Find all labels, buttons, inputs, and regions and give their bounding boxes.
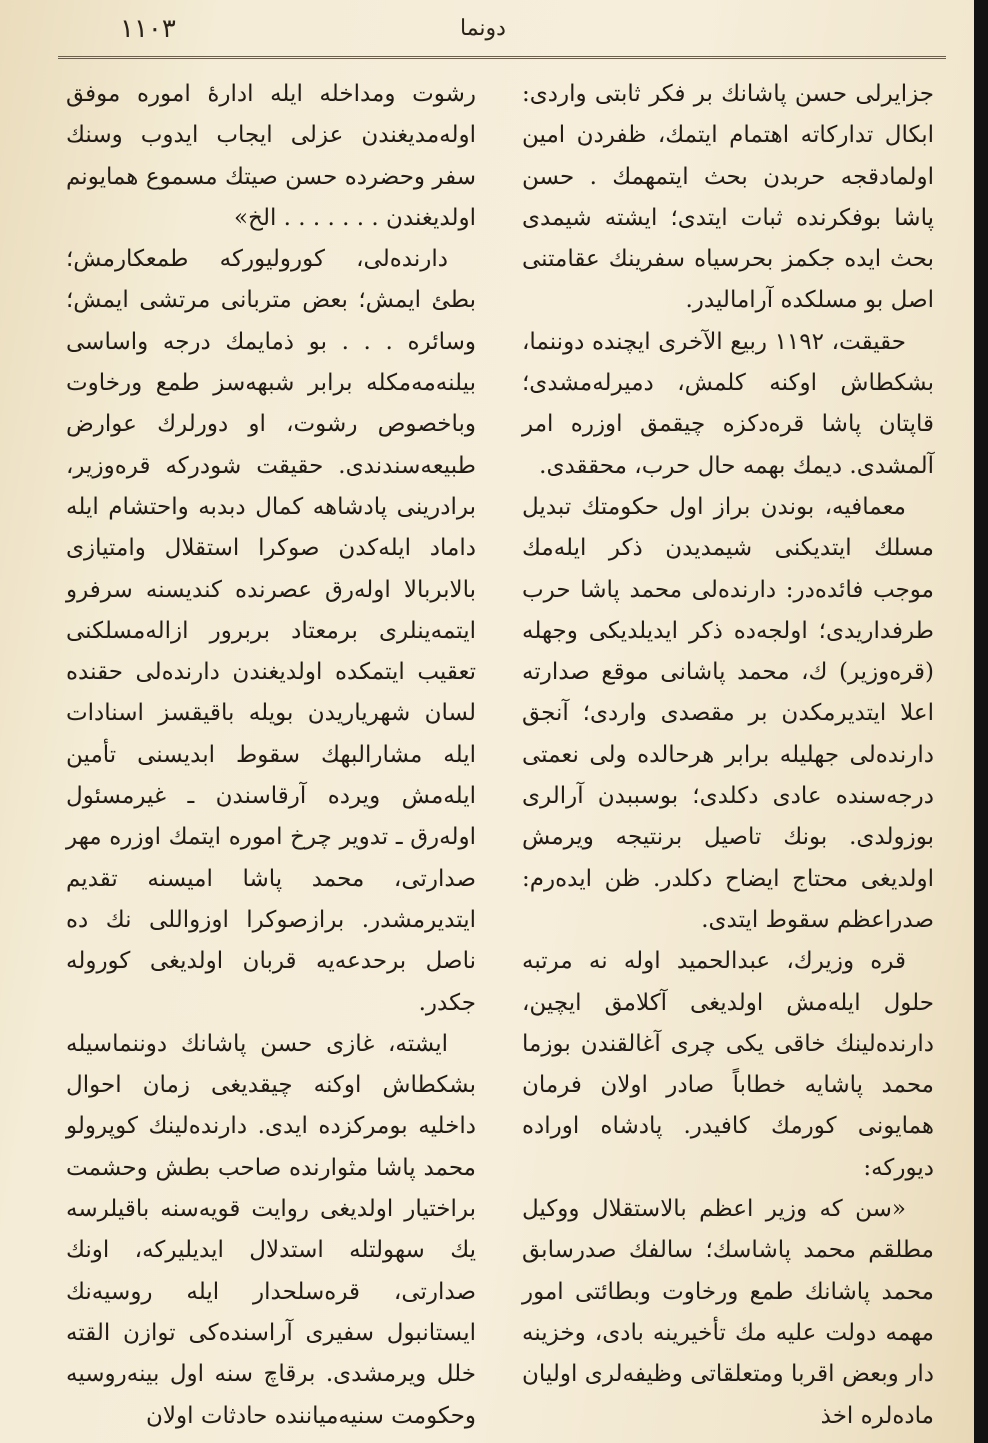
paragraph: «سن كه وزير اعظم بالاستقلال ووكيل مطلقم محمد پاشاسك؛ سالفك صدرسابق محمد پاشانك طمع ورخاوت وبطائتى امور مهمه دولت عليه مك تأخيرينه بادى، وخزينه دار وبعض اقربا ومتعلقاتى وظيفەلرى اوليان مادەلره اخذ [522, 1196, 934, 1429]
paragraph: حقيقت، ١١٩٢ ربيع الآخرى ايچنده دوننما، بشكطاش اوكنه كلمش، دميرلەمشدى؛ قاپتان پاشا قرەدكزه چيقمق اوزره امر آلمشدى. ديمك بهمه حال حرب، محققدى. [522, 328, 934, 479]
paragraph: دارندەلى، كوروليوركه طمعكارمش؛ بطئ ايمش؛ بعض متربانى مرتشى ايمش؛ وسائره . . . بو ذمايمك درجه واساسى بيلنەمەمكله برابر شبهەسز طمع ورخاوت وباخصوص رشوت، او دورلرك عوارض طبيعەسندندى. حقيقت شودركه قرەوزير، برادرينى پادشاهه كمال دبدبه واحتشام ايله داماد ايلەكدن صوكرا استقلال وامتيازى بالابربالا اولەرق عصرنده كنديسنه سرفرو ايتمەينلرى برمعتاد بربرور ازالەمسلكنى تعقيب ايتمكده اولديغندن دارندەلى حقنده لسان شهرياريدن بويله باقيقسز اسنادات ايله مشارالبهك سقوط ابديسنى تأمين ايلەمش ويرده آرقاسندن ـ غيرمسئول اولەرق ـ تدوير چرخ اموره ايتمك اوزره مهر صدارتى، محمد پاشا اميسنه تقديم ايتديرمشدر. برازصوكرا اوزواللى نك ده ناصل برحدعەيه قربان اولديغى كوروله جكدر. [66, 246, 476, 1016]
right-text-column [522, 74, 934, 1437]
scan-border [974, 0, 988, 1443]
page-number: ١١٠٣ [120, 14, 176, 44]
paragraph: معمافيه، بوندن براز اول حكومتك تبديل مسلك ايتديكنى شيمديدن ذكر ايلەمك موجب فائدەدر: دارندەلى محمد پاشا حرب طرفداريدى؛ اولجەده ذكر ايديلديكى وجهله (قرەوزير) ك، محمد پاشانى موقع صدارته اعلا ايتديرمكدن بر مقصدى واردى؛ آنجق دارندەلى جهليله برابر هرحالده ولى نعمتى درجەسنده عادى دكلدى؛ بوسببدن آرالرى بوزولدى. بونك تاصيل برنتيجه ويرمش اولديغى محتاج ايضاح دكلدر. ظن ايدەرم: صدراعظم سقوط ايتدى. [522, 493, 934, 933]
paragraph: جزايرلى حسن پاشانك بر فكر ثابتى واردى: ابكال تدارکاته اهتمام ايتمك، ظفردن امين اولمادقجه حربدن بحث ايتمهمك . حسن پاشا بوفكرنده ثبات ايتدى؛ ايشته شيمدى بحث ايده جكمز بحرسياه سفرينك عقامتنى اصل بو مسلكده آراماليدر. [522, 81, 934, 314]
paragraph: قره وزيرك، عبدالحميد اوله نه مرتبه حلول ايلەمش اولديغى آكلامق ايچين، دارندەلينك خاقى يكى چرى آغالقندن بوزما محمد پاشايه خطاباً صادر اولان فرمان همايونى كورمك كافيدر. پادشاه اوراده ديوركه: [522, 948, 934, 1181]
running-head: دونما [460, 16, 506, 41]
header-divider [58, 50, 946, 59]
left-text-column [66, 74, 476, 1437]
paragraph: ايشته، غازى حسن پاشانك دوننماسيله بشكطاش اوكنه چيقديغى زمان احوال داخليه بومركزده ايدى. دارندەلينك كوپرولو محمد پاشا مثوارنده صاحب بطش وحشمت براختيار اولديغى روايت قويەسنه باقيلرسه يك سهولتله استدلال ايديليركه، اونك صدارتى، قرەسلحدار ايله روسيەنك ايستانبول سفيرى آراسندەكى توازن القته خلل ويرمشدى. برقاچ سنه اول بينەروسيه وحكومت سنيەمياننده حادثات اولان [66, 1030, 476, 1429]
page-header [40, 14, 940, 44]
paragraph: رشوت ومداخله ايله ادارۀ اموره موفق اولەمديغندن عزلى ايجاب ايدوب وسنك سفر وحضرده حسن صيتك مسموع همايونم اولديغندن . . . . . . . الخ» [66, 81, 476, 231]
